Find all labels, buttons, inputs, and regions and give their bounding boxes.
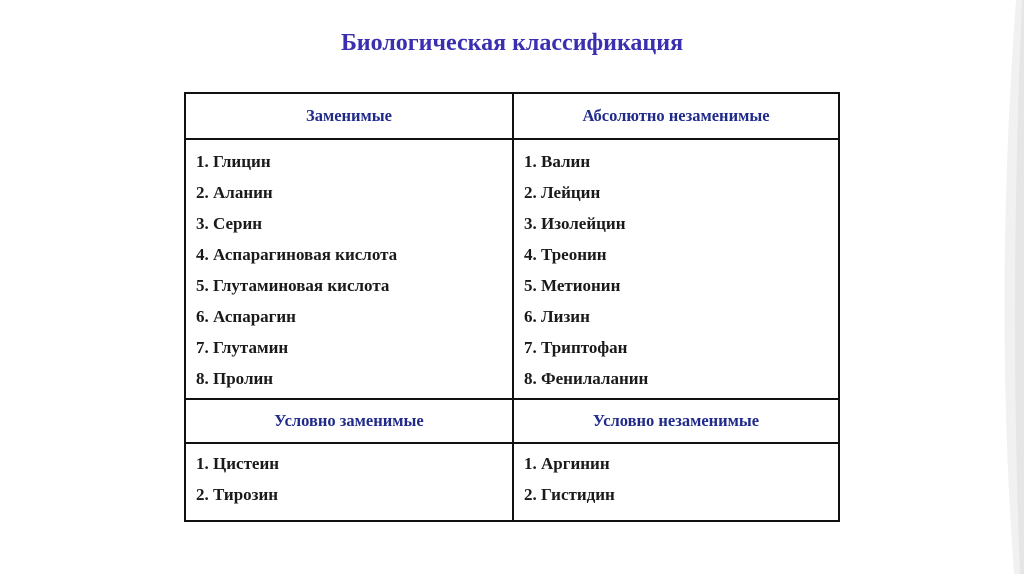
conditionally-essential-list [514,444,838,514]
conditionally-replaceable-list-cell [185,443,513,521]
essential-list [514,140,838,398]
table-row [185,443,839,521]
table-header-row [185,399,839,443]
list-item: 8. Фенилаланин [524,369,649,388]
header-absolutely-essential: Абсолютно незаменимые [513,93,839,139]
list-item: 3. Серин [196,214,263,233]
conditionally-essential-list-cell [513,443,839,521]
conditionally-replaceable-list [186,444,512,514]
page-curl-decoration [954,0,1024,574]
table-row [185,139,839,399]
list-item: 5. Метионин [524,276,621,295]
list-item: 4. Треонин [524,245,607,264]
list-item: 7. Глутамин [196,338,289,357]
list-item: 2. Тирозин [196,485,279,504]
list-item: 1. Цистеин [196,454,280,473]
replaceable-list [186,140,512,398]
header-conditionally-essential: Условно незаменимые [513,399,839,443]
essential-list-cell [513,139,839,399]
page-title [0,30,1024,57]
classification-table [184,92,840,522]
list-item: 2. Гистидин [524,485,615,504]
table-header-row [185,93,839,139]
list-item: 8. Пролин [196,369,274,388]
replaceable-list-cell [185,139,513,399]
list-item: 2. Аланин [196,183,273,202]
list-item: 1. Глицин [196,152,271,171]
list-item: 6. Лизин [524,307,590,326]
list-item: 2. Лейцин [524,183,601,202]
header-conditionally-replaceable: Условно заменимые [185,399,513,443]
list-item: 5. Глутаминовая кислота [196,276,390,295]
list-item: 4. Аспарагиновая кислота [196,245,398,264]
list-item: 1. Валин [524,152,591,171]
list-item: 6. Аспарагин [196,307,296,326]
list-item: 7. Триптофан [524,338,628,357]
page-title-text: Биологическая классификация [340,30,684,56]
list-item: 3. Изолейцин [524,214,626,233]
list-item: 1. Аргинин [524,454,610,473]
header-replaceable: Заменимые [185,93,513,139]
